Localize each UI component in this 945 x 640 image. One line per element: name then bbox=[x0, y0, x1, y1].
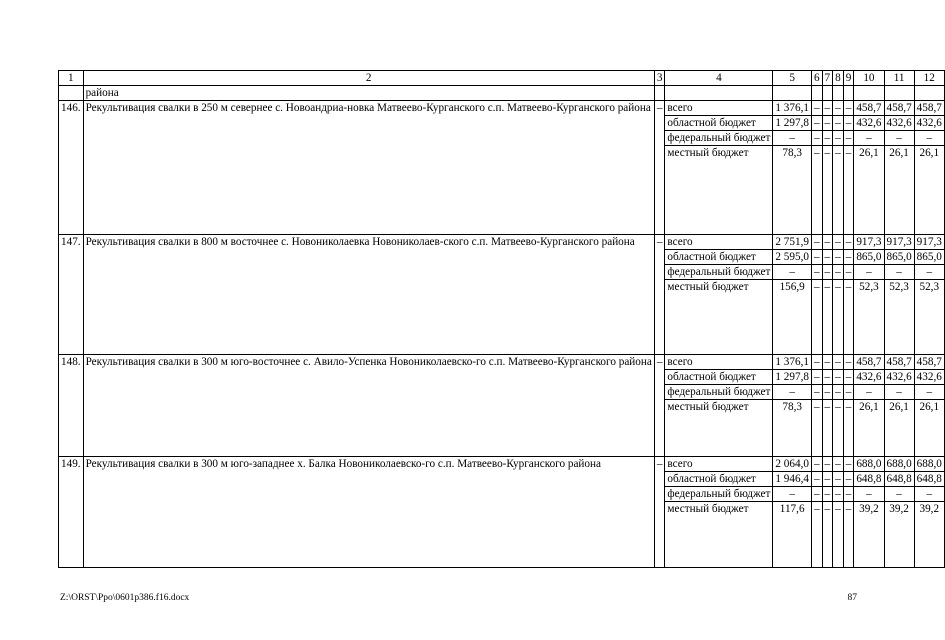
value-cell: – bbox=[811, 116, 822, 131]
value-cell: – bbox=[843, 355, 854, 370]
value-cell: – bbox=[822, 487, 833, 502]
value-cell: 432,6 bbox=[914, 370, 944, 385]
value-cell: – bbox=[833, 250, 844, 265]
value-cell: – bbox=[833, 457, 844, 472]
value-cell: 2 595,0 bbox=[773, 250, 812, 265]
item-name: Рекультивация свалки в 300 м юго-западнее х. Балка Новониколаевско-го с.п. Матвеево-Курганского района bbox=[83, 457, 654, 568]
value-cell: – bbox=[843, 370, 854, 385]
value-cell: 688,0 bbox=[854, 457, 884, 472]
value-cell: – bbox=[811, 131, 822, 146]
continuation-text: района bbox=[83, 86, 654, 101]
value-cell: – bbox=[822, 146, 833, 235]
funding-source-label: областной бюджет bbox=[665, 116, 773, 131]
empty-cell bbox=[822, 86, 833, 101]
value-cell: – bbox=[884, 131, 914, 146]
value-cell: 865,0 bbox=[854, 250, 884, 265]
value-cell: 432,6 bbox=[854, 116, 884, 131]
budget-table bbox=[58, 70, 945, 568]
value-cell: 78,3 bbox=[773, 400, 812, 457]
table-row bbox=[59, 457, 945, 472]
value-cell: – bbox=[843, 487, 854, 502]
empty-cell bbox=[854, 86, 884, 101]
value-cell: – bbox=[822, 116, 833, 131]
value-cell: – bbox=[822, 131, 833, 146]
funding-source-label: областной бюджет bbox=[665, 370, 773, 385]
value-cell: 117,6 bbox=[773, 502, 812, 568]
value-cell: 648,8 bbox=[914, 472, 944, 487]
value-cell: 458,7 bbox=[884, 101, 914, 116]
value-cell: 39,2 bbox=[884, 502, 914, 568]
value-cell: – bbox=[822, 235, 833, 250]
value-cell: 39,2 bbox=[854, 502, 884, 568]
value-cell: 52,3 bbox=[914, 280, 944, 355]
empty-cell bbox=[811, 86, 822, 101]
footer-file-path: Z:\ORST\Ppo\0601p386.f16.docx bbox=[60, 593, 190, 603]
value-cell: – bbox=[811, 265, 822, 280]
funding-source-label: областной бюджет bbox=[665, 250, 773, 265]
funding-source-label: местный бюджет bbox=[665, 400, 773, 457]
value-cell: – bbox=[833, 487, 844, 502]
header-cell: 4 bbox=[665, 71, 773, 86]
responsible-cell: – bbox=[654, 101, 665, 235]
value-cell: – bbox=[811, 457, 822, 472]
value-cell: – bbox=[854, 131, 884, 146]
value-cell: 432,6 bbox=[854, 370, 884, 385]
funding-source-label: всего bbox=[665, 355, 773, 370]
value-cell: 156,9 bbox=[773, 280, 812, 355]
value-cell: – bbox=[811, 385, 822, 400]
value-cell: – bbox=[833, 280, 844, 355]
value-cell: 432,6 bbox=[884, 116, 914, 131]
value-cell: – bbox=[843, 265, 854, 280]
value-cell: – bbox=[833, 146, 844, 235]
value-cell: – bbox=[773, 487, 812, 502]
value-cell: – bbox=[811, 101, 822, 116]
responsible-cell: – bbox=[654, 457, 665, 568]
header-cell: 9 bbox=[843, 71, 854, 86]
value-cell: 1 376,1 bbox=[773, 101, 812, 116]
empty-cell bbox=[914, 86, 944, 101]
value-cell: – bbox=[833, 502, 844, 568]
header-cell: 5 bbox=[773, 71, 812, 86]
value-cell: 458,7 bbox=[914, 355, 944, 370]
value-cell: 458,7 bbox=[884, 355, 914, 370]
value-cell: 648,8 bbox=[854, 472, 884, 487]
header-cell: 12 bbox=[914, 71, 944, 86]
value-cell: – bbox=[773, 385, 812, 400]
header-cell: 8 bbox=[833, 71, 844, 86]
value-cell: – bbox=[811, 355, 822, 370]
value-cell: – bbox=[822, 355, 833, 370]
value-cell: 1 297,8 bbox=[773, 116, 812, 131]
value-cell: 1 376,1 bbox=[773, 355, 812, 370]
header-cell: 3 bbox=[654, 71, 665, 86]
funding-source-label: федеральный бюджет bbox=[665, 265, 773, 280]
responsible-cell: – bbox=[654, 235, 665, 355]
value-cell: – bbox=[822, 457, 833, 472]
header-cell: 6 bbox=[811, 71, 822, 86]
value-cell: 917,3 bbox=[884, 235, 914, 250]
value-cell: 865,0 bbox=[884, 250, 914, 265]
empty-cell bbox=[773, 86, 812, 101]
value-cell: – bbox=[833, 472, 844, 487]
value-cell: – bbox=[811, 146, 822, 235]
row-number: 147. bbox=[59, 235, 84, 355]
page-number: 87 bbox=[847, 593, 857, 603]
value-cell: – bbox=[833, 235, 844, 250]
value-cell: – bbox=[843, 472, 854, 487]
value-cell: – bbox=[822, 101, 833, 116]
funding-source-label: всего bbox=[665, 235, 773, 250]
value-cell: 865,0 bbox=[914, 250, 944, 265]
value-cell: – bbox=[843, 131, 854, 146]
value-cell: – bbox=[884, 487, 914, 502]
value-cell: 917,3 bbox=[914, 235, 944, 250]
funding-source-label: местный бюджет bbox=[665, 146, 773, 235]
value-cell: – bbox=[811, 280, 822, 355]
item-name: Рекультивация свалки в 800 м восточнее с. Новониколаевка Новониколаев-ского с.п. Матвеево-Курганского района bbox=[83, 235, 654, 355]
header-cell: 7 bbox=[822, 71, 833, 86]
funding-source-label: местный бюджет bbox=[665, 502, 773, 568]
value-cell: – bbox=[843, 101, 854, 116]
value-cell: 917,3 bbox=[854, 235, 884, 250]
value-cell: – bbox=[811, 235, 822, 250]
value-cell: 78,3 bbox=[773, 146, 812, 235]
value-cell: – bbox=[833, 355, 844, 370]
responsible-cell: – bbox=[654, 355, 665, 457]
value-cell: – bbox=[773, 131, 812, 146]
table-row bbox=[59, 101, 945, 116]
item-name: Рекультивация свалки в 250 м севернее с. Новоандриа-новка Матвеево-Курганского с.п. Матвеево-Курганского района bbox=[83, 101, 654, 235]
header-cell: 2 bbox=[83, 71, 654, 86]
value-cell: – bbox=[822, 472, 833, 487]
value-cell: – bbox=[773, 265, 812, 280]
funding-source-label: всего bbox=[665, 101, 773, 116]
value-cell: – bbox=[914, 385, 944, 400]
row-number: 149. bbox=[59, 457, 84, 568]
item-name: Рекультивация свалки в 300 м юго-восточнее с. Авило-Успенка Новониколаевско-го с.п. Матвеево-Курганского района bbox=[83, 355, 654, 457]
value-cell: – bbox=[833, 400, 844, 457]
value-cell: 432,6 bbox=[884, 370, 914, 385]
value-cell: 648,8 bbox=[884, 472, 914, 487]
value-cell: 26,1 bbox=[854, 400, 884, 457]
value-cell: 1 297,8 bbox=[773, 370, 812, 385]
value-cell: 26,1 bbox=[884, 146, 914, 235]
value-cell: – bbox=[914, 265, 944, 280]
empty-cell bbox=[665, 86, 773, 101]
empty-cell bbox=[884, 86, 914, 101]
funding-source-label: федеральный бюджет bbox=[665, 131, 773, 146]
value-cell: – bbox=[843, 400, 854, 457]
value-cell: 458,7 bbox=[854, 101, 884, 116]
value-cell: – bbox=[811, 250, 822, 265]
value-cell: – bbox=[833, 101, 844, 116]
value-cell: – bbox=[833, 265, 844, 280]
value-cell: – bbox=[822, 370, 833, 385]
value-cell: 52,3 bbox=[854, 280, 884, 355]
value-cell: – bbox=[843, 116, 854, 131]
value-cell: – bbox=[833, 385, 844, 400]
value-cell: – bbox=[822, 250, 833, 265]
value-cell: – bbox=[833, 131, 844, 146]
value-cell: 52,3 bbox=[884, 280, 914, 355]
value-cell: – bbox=[843, 250, 854, 265]
value-cell: – bbox=[854, 487, 884, 502]
value-cell: – bbox=[843, 502, 854, 568]
value-cell: 26,1 bbox=[914, 400, 944, 457]
table-row bbox=[59, 355, 945, 370]
funding-source-label: всего bbox=[665, 457, 773, 472]
value-cell: 432,6 bbox=[914, 116, 944, 131]
empty-cell bbox=[843, 86, 854, 101]
value-cell: – bbox=[843, 235, 854, 250]
value-cell: 688,0 bbox=[914, 457, 944, 472]
value-cell: 26,1 bbox=[854, 146, 884, 235]
value-cell: 2 064,0 bbox=[773, 457, 812, 472]
row-number: 148. bbox=[59, 355, 84, 457]
value-cell: 458,7 bbox=[854, 355, 884, 370]
value-cell: 2 751,9 bbox=[773, 235, 812, 250]
value-cell: – bbox=[843, 146, 854, 235]
value-cell: – bbox=[884, 385, 914, 400]
funding-source-label: областной бюджет bbox=[665, 472, 773, 487]
value-cell: – bbox=[811, 472, 822, 487]
funding-source-label: местный бюджет bbox=[665, 280, 773, 355]
empty-cell bbox=[833, 86, 844, 101]
row-number: 146. bbox=[59, 101, 84, 235]
value-cell: – bbox=[914, 131, 944, 146]
table-row bbox=[59, 235, 945, 250]
value-cell: – bbox=[833, 116, 844, 131]
value-cell: 26,1 bbox=[914, 146, 944, 235]
header-row bbox=[59, 71, 945, 86]
empty-cell bbox=[59, 86, 84, 101]
funding-source-label: федеральный бюджет bbox=[665, 385, 773, 400]
value-cell: – bbox=[854, 385, 884, 400]
funding-source-label: федеральный бюджет bbox=[665, 487, 773, 502]
value-cell: – bbox=[811, 370, 822, 385]
empty-cell bbox=[654, 86, 665, 101]
value-cell: – bbox=[811, 487, 822, 502]
value-cell: – bbox=[811, 502, 822, 568]
header-cell: 11 bbox=[884, 71, 914, 86]
value-cell: – bbox=[854, 265, 884, 280]
value-cell: 1 946,4 bbox=[773, 472, 812, 487]
value-cell: – bbox=[843, 385, 854, 400]
value-cell: – bbox=[822, 400, 833, 457]
value-cell: – bbox=[833, 370, 844, 385]
value-cell: – bbox=[843, 457, 854, 472]
value-cell: – bbox=[822, 385, 833, 400]
value-cell: 688,0 bbox=[884, 457, 914, 472]
value-cell: – bbox=[811, 400, 822, 457]
value-cell: – bbox=[884, 265, 914, 280]
value-cell: – bbox=[822, 502, 833, 568]
value-cell: – bbox=[914, 487, 944, 502]
value-cell: 39,2 bbox=[914, 502, 944, 568]
continuation-row bbox=[59, 86, 945, 101]
value-cell: – bbox=[822, 265, 833, 280]
value-cell: – bbox=[843, 280, 854, 355]
value-cell: 26,1 bbox=[884, 400, 914, 457]
header-cell: 1 bbox=[59, 71, 84, 86]
value-cell: 458,7 bbox=[914, 101, 944, 116]
header-cell: 10 bbox=[854, 71, 884, 86]
value-cell: – bbox=[822, 280, 833, 355]
